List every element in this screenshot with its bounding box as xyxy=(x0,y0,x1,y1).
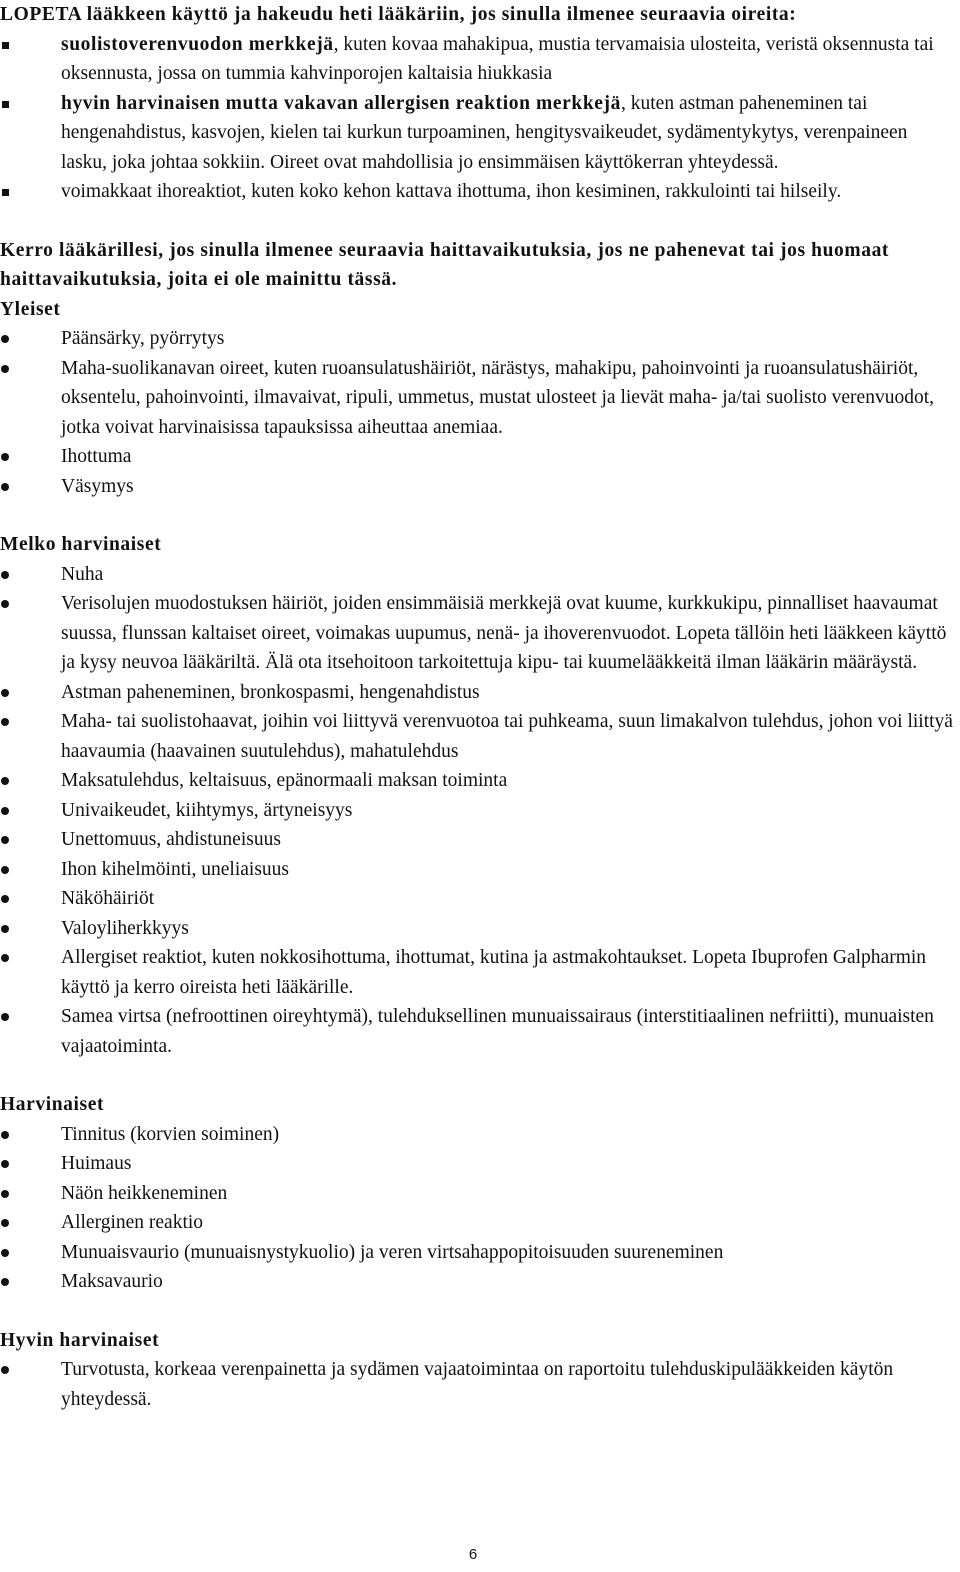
list-item-text: Samea virtsa (nefroottinen oireyhtymä), tulehduksellinen munuaissairaus (interstitiaalinen nefriitti), munuaisten vajaatoiminta. xyxy=(61,1006,934,1057)
list-item-text: Astman paheneminen, bronkospasmi, hengenahdistus xyxy=(61,681,480,703)
list-item-text: Unettomuus, ahdistuneisuus xyxy=(61,829,281,850)
list-item-text: Verisolujen muodostuksen häiriöt, joiden ensimmäisiä merkkejä ovat kuume, kurkkukipu, pinnalliset haavaumat suussa, flunssan kaltaiset oireet, voimakas uupumus, nenä- ja ihoverenvuodot. Lopeta tällöin heti lääkkeen käyttö ja kysy neuvoa lääkäriltä. Älä ota itsehoitoon tarkoitettuja kipu- tai kuumelääkkeitä ilman lääkärin määräystä. xyxy=(61,593,947,673)
bullet-icon xyxy=(1,335,9,343)
list-item xyxy=(0,678,958,708)
list-item-text: Allergiset reaktiot, kuten nokkosihottuma, ihottumat, kutina ja astmakohtaukset. Lopeta Ibuprofen Galpharmin käyttö ja kerro oireista heti lääkärille. xyxy=(61,947,927,998)
very-rare-list xyxy=(0,1355,958,1414)
spacer xyxy=(0,1061,958,1090)
bullet-icon xyxy=(1,571,9,579)
bullet-icon xyxy=(1,1278,9,1286)
list-item-text: Väsymys xyxy=(61,475,134,497)
warning-item-text: , kuten kovaa mahakipua, mustia tervamaisia ulosteita, veristä oksennusta tai oksennusta, jossa on tummia kahvinporojen kaltaisia hiukkasia xyxy=(61,33,934,84)
bullet-icon xyxy=(1,895,9,903)
list-item xyxy=(0,825,958,855)
bullet-icon xyxy=(1,1249,9,1257)
list-item xyxy=(0,707,958,766)
bullet-icon xyxy=(1,453,9,461)
bullet-icon xyxy=(1,718,9,726)
bullet-icon xyxy=(1,807,9,815)
list-item xyxy=(0,943,958,1002)
warning-item xyxy=(0,89,958,178)
spacer xyxy=(0,1297,958,1326)
list-item xyxy=(0,1267,958,1297)
page-number: 6 xyxy=(468,1546,478,1563)
bullet-icon xyxy=(1,1190,9,1198)
bullet-icon xyxy=(1,1219,9,1227)
square-bullet-icon xyxy=(2,42,9,49)
list-item xyxy=(0,560,958,590)
bullet-icon xyxy=(1,689,9,697)
bullet-icon xyxy=(1,777,9,785)
list-item xyxy=(0,354,958,443)
warning-item xyxy=(0,30,958,89)
report-intro: Kerro lääkärillesi, jos sinulla ilmenee seuraavia haittavaikutuksia, jos ne pahenevat tai jos huomaat haittavaikutuksia, joita ei ole mainittu tässä. xyxy=(0,239,890,290)
list-item-text: Ihon kihelmöinti, uneliaisuus xyxy=(61,858,290,880)
list-item xyxy=(0,589,958,678)
list-item xyxy=(0,1002,958,1061)
warning-title: LOPETA lääkkeen käyttö ja hakeudu heti lääkäriin, jos sinulla ilmenee seuraavia oireita: xyxy=(0,4,797,25)
spacer xyxy=(0,501,958,530)
list-item-text: Maha- tai suolistohaavat, joihin voi liittyvä verenvuotoa tai puhkeama, suun limakalvon tulehdus, johon voi liittyä haavaumia (haavainen suutulehdus), mahatulehdus xyxy=(61,711,953,762)
list-item xyxy=(0,796,958,826)
very-rare-heading: Hyvin harvinaiset xyxy=(0,1329,160,1351)
list-item-text: Turvotusta, korkeaa verenpainetta ja sydämen vajaatoimintaa on raportoitu tulehduskipulääkkeiden käytön yhteydessä. xyxy=(61,1359,894,1410)
report-section xyxy=(0,236,958,1415)
list-item xyxy=(0,1179,958,1209)
list-item-text: Näköhäiriöt xyxy=(61,888,155,909)
rare-heading: Harvinaiset xyxy=(0,1094,105,1115)
list-item xyxy=(0,1355,958,1414)
bullet-icon xyxy=(1,1160,9,1168)
warning-list xyxy=(0,30,958,207)
list-item-text: Maha-suolikanavan oireet, kuten ruoansulatushäiriöt, närästys, mahakipu, pahoinvointi ja ruoansulatushäiriöt, oksentelu, pahoinvointi, ilmavaivat, ripuli, ummetus, mustat ulosteet ja lievät maha- ja/tai suolisto verenvuodot, jotka voivat harvinaisissa tapauksissa aiheuttaa anemiaa. xyxy=(61,357,934,438)
list-item-text: Huimaus xyxy=(61,1153,132,1174)
common-list xyxy=(0,324,958,501)
list-item xyxy=(0,914,958,944)
list-item xyxy=(0,1238,958,1268)
square-bullet-icon xyxy=(2,101,9,108)
warning-section xyxy=(0,0,958,207)
warning-item-text: voimakkaat ihoreaktiot, kuten koko kehon kattava ihottuma, ihon kesiminen, rakkulointi tai hilseily. xyxy=(61,181,842,202)
list-item xyxy=(0,766,958,796)
bullet-icon xyxy=(1,600,9,608)
bullet-icon xyxy=(1,483,9,491)
bullet-icon xyxy=(1,1013,9,1021)
bullet-icon xyxy=(1,954,9,962)
bullet-icon xyxy=(1,925,9,933)
warning-item-text: , kuten astman paheneminen tai hengenahdistus, kasvojen, kielen tai kurkun turpoaminen, hengitysvaikeudet, sydämentykytys, verenpaineen lasku, joka johtaa sokkiin. Oireet ovat mahdollisia jo ensimmäisen käyttökerran yhteydessä. xyxy=(61,92,908,173)
list-item xyxy=(0,855,958,885)
list-item-text: Maksatulehdus, keltaisuus, epänormaali maksan toiminta xyxy=(61,770,508,791)
bullet-icon xyxy=(1,1131,9,1139)
square-bullet-icon xyxy=(2,189,9,196)
list-item xyxy=(0,1120,958,1150)
list-item-text: Munuaisvaurio (munuaisnystykuolio) ja veren virtsahappopitoisuuden suureneminen xyxy=(61,1241,724,1263)
list-item-text: Päänsärky, pyörrytys xyxy=(61,328,225,349)
warning-item-bold: hyvin harvinaisen mutta vakavan allergisen reaktion merkkejä xyxy=(61,92,621,114)
list-item xyxy=(0,884,958,914)
list-item-text: Allerginen reaktio xyxy=(61,1212,204,1233)
warning-item xyxy=(0,177,958,207)
list-item-text: Maksavaurio xyxy=(61,1271,163,1292)
spacer xyxy=(0,207,958,236)
list-item xyxy=(0,1208,958,1238)
list-item xyxy=(0,324,958,354)
list-item-text: Univaikeudet, kiihtymys, ärtyneisyys xyxy=(61,799,353,821)
common-heading: Yleiset xyxy=(0,298,61,320)
rare-list xyxy=(0,1120,958,1297)
list-item-text: Valoyliherkkyys xyxy=(61,917,189,939)
list-item xyxy=(0,472,958,502)
list-item-text: Näön heikkeneminen xyxy=(61,1182,228,1204)
list-item xyxy=(0,1149,958,1179)
uncommon-heading: Melko harvinaiset xyxy=(0,534,162,555)
bullet-icon xyxy=(1,1366,9,1374)
warning-item-bold: suolistoverenvuodon merkkejä xyxy=(61,33,334,55)
list-item-text: Nuha xyxy=(61,563,104,585)
bullet-icon xyxy=(1,866,9,874)
list-item-text: Tinnitus (korvien soiminen) xyxy=(61,1123,280,1145)
bullet-icon xyxy=(1,365,9,373)
bullet-icon xyxy=(1,836,9,844)
list-item xyxy=(0,442,958,472)
list-item-text: Ihottuma xyxy=(61,446,132,467)
uncommon-list xyxy=(0,560,958,1062)
